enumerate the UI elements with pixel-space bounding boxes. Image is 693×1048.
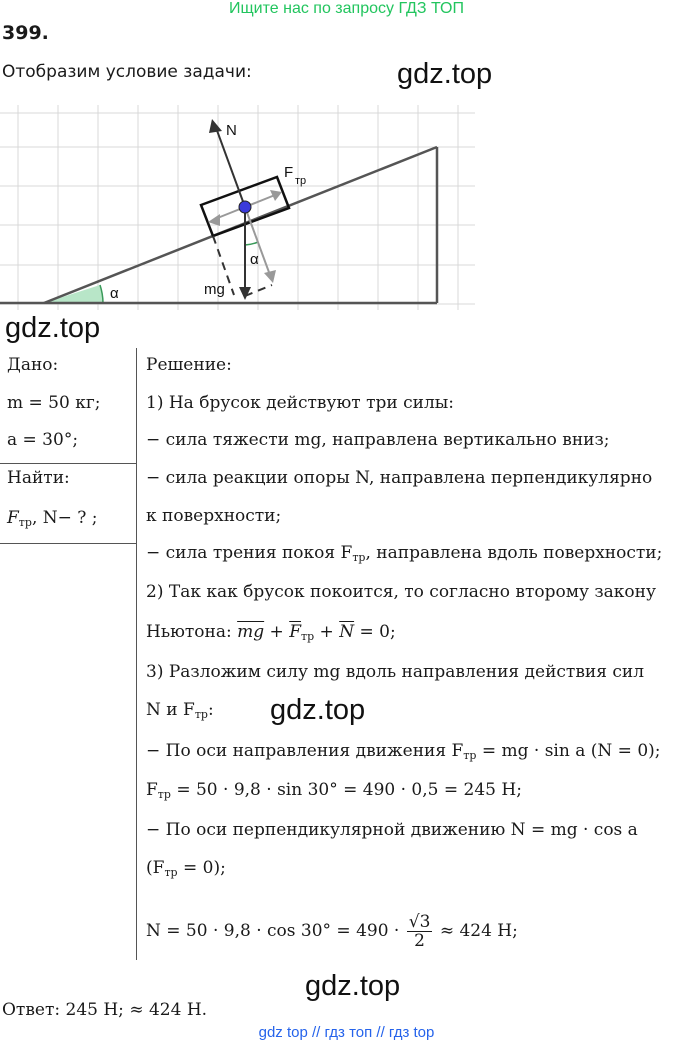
incline-diagram [0, 95, 693, 320]
solution-line-4: к поверхности; [146, 506, 282, 526]
solution-title: Решение: [146, 355, 232, 375]
label-alpha-block: α [250, 251, 259, 268]
solution-line-10: − По оси направления движения $F_{тр}$ = mg · sin a (N = 0); [146, 741, 661, 762]
solution-line-6: 2) Так как брусок покоится, то согласно второму закону [146, 582, 656, 602]
find-values: $F_{тр}$, N− ? ; [7, 508, 98, 529]
label-alpha-incline: α [110, 285, 119, 302]
label-F: F [284, 164, 294, 181]
watermark: gdz.top [305, 970, 401, 1002]
label-mg: mg [204, 281, 225, 298]
divider-vertical [136, 348, 137, 960]
find-title: Найти: [7, 468, 70, 488]
solution-line-14: N = 50 · 9,8 · cos 30° = 490 · $\frac{√3}{2}$ ≈ 424 Н; [146, 912, 518, 951]
watermark: gdz.top [5, 312, 101, 344]
divider-given [0, 463, 137, 464]
solution-line-5: − сила трения покоя $F_{тр}$, направлена вдоль поверхности; [146, 543, 663, 564]
problem-number: 399. [2, 22, 49, 44]
given-angle: a = 30°; [7, 430, 79, 450]
watermark: gdz.top [270, 694, 366, 726]
intro-text: Отобразим условие задачи: [2, 62, 252, 82]
solution-line-9: N и $F_{тр}$: [146, 700, 214, 721]
center-point [239, 201, 251, 213]
footer-links[interactable]: gdz top // гдз топ // гдз top [258, 1024, 435, 1041]
solution-line-13: $(F_{тр} = 0)$; [146, 858, 226, 879]
solution-line-11: $F_{тр} = 50 \cdot 9,8 \cdot \sin 30^\circ = 490 \cdot 0,5 = 245$ Н; [146, 780, 522, 801]
solution-line-1: 1) На брусок действуют три силы: [146, 393, 455, 413]
solution-line-7: Ньютона: $\overline{mg} + \overline{F}_{тр} + \overline{N} = 0$; [146, 622, 396, 643]
label-N: N [226, 122, 237, 139]
given-title: Дано: [7, 355, 59, 375]
watermark: gdz.top [397, 58, 493, 90]
solution-line-2: − сила тяжести mg, направлена вертикально вниз; [146, 430, 610, 450]
label-F-sub: тр [295, 175, 307, 187]
divider-find [0, 543, 137, 544]
solution-line-8: 3) Разложим силу mg вдоль направления действия сил [146, 662, 645, 682]
grid [0, 105, 475, 310]
top-banner[interactable]: Ищите нас по запросу ГДЗ ТОП [229, 0, 464, 17]
solution-line-12: − По оси перпендикулярной движению N = mg · cos a [146, 820, 638, 840]
answer: Ответ: 245 Н; ≈ 424 Н. [2, 1000, 208, 1020]
given-mass: m = 50 кг; [7, 393, 101, 413]
solution-line-3: − сила реакции опоры N, направлена перпендикулярно [146, 468, 653, 488]
